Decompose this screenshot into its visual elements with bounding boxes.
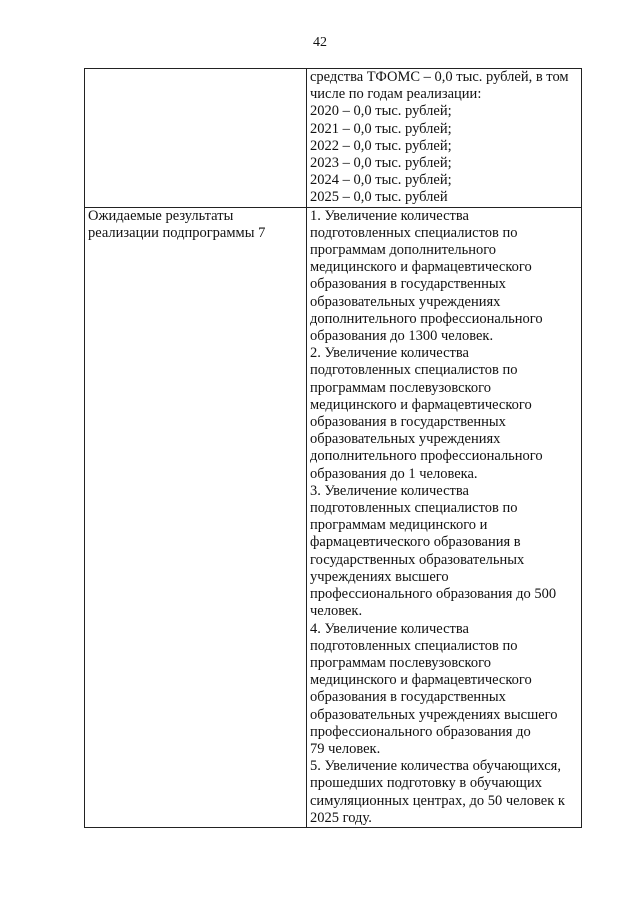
text-line: числе по годам реализации: bbox=[310, 86, 482, 103]
text-line: человек. bbox=[310, 603, 363, 620]
text-line: дополнительного профессионального bbox=[310, 448, 543, 465]
funding-text-block bbox=[307, 69, 581, 207]
text-line: прошедших подготовку в обучающих bbox=[310, 775, 542, 792]
text-line: подготовленных специалистов по bbox=[310, 500, 518, 517]
text-line: 2024 – 0,0 тыс. рублей; bbox=[310, 172, 452, 189]
text-line: учреждениях высшего bbox=[310, 568, 449, 585]
text-line: 5. Увеличение количества обучающихся, bbox=[310, 758, 561, 775]
text-line: программам медицинского и bbox=[310, 517, 488, 534]
text-line: 4. Увеличение количества bbox=[310, 620, 469, 637]
text-line: 2020 – 0,0 тыс. рублей; bbox=[310, 103, 452, 120]
text-line: профессионального образования до bbox=[310, 723, 531, 740]
table-cell-left-empty bbox=[85, 69, 307, 208]
text-line: Ожидаемые результаты bbox=[88, 207, 234, 224]
program-table bbox=[84, 68, 582, 828]
table-cell-results-text bbox=[307, 207, 582, 827]
text-line: программам послевузовского bbox=[310, 654, 491, 671]
text-line: 3. Увеличение количества bbox=[310, 482, 469, 499]
text-line: программам дополнительного bbox=[310, 242, 497, 259]
text-line: 2025 году. bbox=[310, 809, 372, 826]
text-line: 2022 – 0,0 тыс. рублей; bbox=[310, 137, 452, 154]
table-row-funding bbox=[85, 69, 582, 208]
text-line: образования в государственных bbox=[310, 414, 506, 431]
text-line: государственных образовательных bbox=[310, 551, 525, 568]
table-cell-funding-text bbox=[307, 69, 582, 208]
text-line: образования в государственных bbox=[310, 689, 506, 706]
text-line: дополнительного профессионального bbox=[310, 310, 543, 327]
text-line: подготовленных специалистов по bbox=[310, 224, 518, 241]
text-line: образовательных учреждениях высшего bbox=[310, 706, 558, 723]
text-line: 2021 – 0,0 тыс. рублей; bbox=[310, 120, 452, 137]
text-line: средства ТФОМС – 0,0 тыс. рублей, в том bbox=[310, 69, 569, 85]
text-line: подготовленных специалистов по bbox=[310, 362, 518, 379]
text-line: 2023 – 0,0 тыс. рублей; bbox=[310, 155, 452, 172]
text-line: образовательных учреждениях bbox=[310, 431, 501, 448]
text-line: образования в государственных bbox=[310, 276, 506, 293]
text-line: 1. Увеличение количества bbox=[310, 207, 469, 224]
text-line: подготовленных специалистов по bbox=[310, 637, 518, 654]
text-line: реализации подпрограммы 7 bbox=[88, 224, 266, 241]
text-line: 79 человек. bbox=[310, 740, 381, 757]
text-line: образования до 1 человека. bbox=[310, 465, 478, 482]
text-line: симуляционных центрах, до 50 человек к bbox=[310, 792, 565, 809]
text-line: образовательных учреждениях bbox=[310, 293, 501, 310]
text-line: медицинского и фармацевтического bbox=[310, 396, 532, 413]
text-line: фармацевтического образования в bbox=[310, 534, 521, 551]
page-number: 42 bbox=[313, 35, 327, 50]
text-line: 2025 – 0,0 тыс. рублей bbox=[310, 189, 448, 206]
results-text-block bbox=[307, 208, 581, 827]
text-line: образования до 1300 человек. bbox=[310, 328, 494, 345]
text-line: медицинского и фармацевтического bbox=[310, 259, 532, 276]
text-line: медицинского и фармацевтического bbox=[310, 672, 532, 689]
text-line: 2. Увеличение количества bbox=[310, 345, 469, 362]
results-label-block bbox=[85, 208, 306, 242]
table-row-results bbox=[85, 207, 582, 827]
text-line: профессионального образования до 500 bbox=[310, 586, 557, 603]
text-line: программам послевузовского bbox=[310, 379, 491, 396]
table-cell-results-label bbox=[85, 207, 307, 827]
